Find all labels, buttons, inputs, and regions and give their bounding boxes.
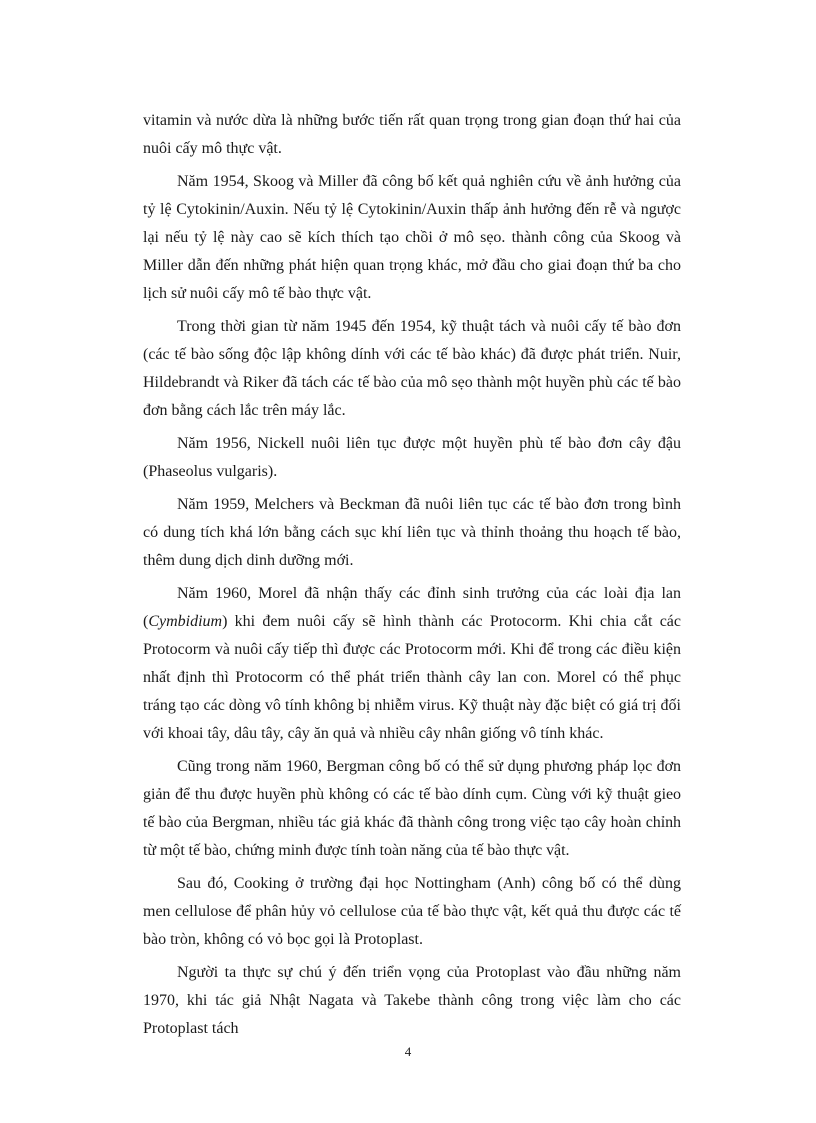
- paragraph-single-cell-culture: Trong thời gian từ năm 1945 đến 1954, kỹ thuật tách và nuôi cấy tế bào đơn (các tế bào sống độc lập không dính với các tế bào khác) đã được phát triển. Nuir, Hildebrandt và Riker đã tách các tế bào của mô sẹo thành một huyền phù các tế bào đơn bằng cách lắc trên máy lắc.: [143, 318, 681, 419]
- paragraph-bergman: Cũng trong năm 1960, Bergman công bố có thể sử dụng phương pháp lọc đơn giản để thu được huyền phù không có các tế bào dính cụm. Cùng với kỹ thuật gieo tế bào của Bergman, nhiều tác giả khác đã thành công trong việc tạo cây hoàn chỉnh từ một tế bào, chứng minh được tính toàn năng của tế bào thực vật.: [143, 758, 681, 859]
- paragraph-nickell: Năm 1956, Nickell nuôi liên tục được một huyền phù tế bào đơn cây đậu (Phaseolus vulgaris).: [143, 435, 681, 480]
- document-body: [143, 107, 681, 1048]
- paragraph-cooking: Sau đó, Cooking ở trường đại học Nottingham (Anh) công bố có thể dùng men cellulose để phân hủy vỏ cellulose của tế bào thực vật, kết quả thu được các tế bào tròn, không có vỏ bọc gọi là Protoplast.: [143, 875, 681, 948]
- paragraph-continuation: vitamin và nước dừa là những bước tiến rất quan trọng trong gian đoạn thứ hai của nuôi cấy mô thực vật.: [143, 112, 681, 157]
- paragraph-protoplast: Người ta thực sự chú ý đến triển vọng của Protoplast vào đầu những năm 1970, khi tác giả Nhật Nagata và Takebe thành công trong việc làm cho các Protoplast tách: [143, 964, 681, 1037]
- paragraph-morel-before: Năm 1960, Morel đã nhận thấy các đỉnh sinh trưởng của các loài địa lan (: [143, 585, 681, 630]
- paragraph-morel: [143, 580, 681, 748]
- paragraph-melchers-beckman: Năm 1959, Melchers và Beckman đã nuôi liên tục các tế bào đơn trong bình có dung tích khá lớn bằng cách sục khí liên tục và thỉnh thoảng thu hoạch tế bào, thêm dung dịch dinh dưỡng mới.: [143, 496, 681, 569]
- paragraph-morel-italic: Cymbidium: [148, 613, 223, 630]
- page-number: 4: [404, 1044, 412, 1059]
- paragraph-skoog-miller: Năm 1954, Skoog và Miller đã công bố kết quả nghiên cứu về ảnh hưởng của tỷ lệ Cytokinin/Auxin. Nếu tỷ lệ Cytokinin/Auxin thấp ảnh hưởng đến rễ và ngược lại nếu tỷ lệ này cao sẽ kích thích tạo chồi ở mô sẹo. thành công của Skoog và Miller dẫn đến những phát hiện quan trọng khác, mở đầu cho giai đoạn thứ ba cho lịch sử nuôi cấy mô tế bào thực vật.: [143, 173, 681, 302]
- paragraph-morel-after: ) khi đem nuôi cấy sẽ hình thành các Protocorm. Khi chia cắt các Protocorm và nuôi cấy tiếp thì được các Protocorm mới. Khi để trong các điều kiện nhất định thì Protocorm có thể phát triển thành cây lan con. Morel có thể phục tráng tạo các dòng vô tính không bị nhiễm virus. Kỹ thuật này đặc biệt có giá trị đối với khoai tây, dâu tây, cây ăn quả và nhiều cây nhân giống vô tính khác.: [143, 613, 681, 742]
